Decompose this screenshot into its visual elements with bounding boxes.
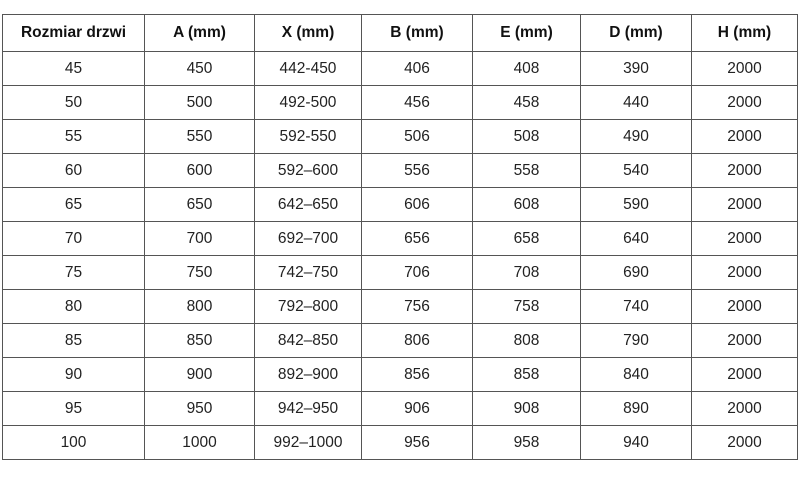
table-cell: 706: [362, 256, 473, 290]
table-cell: 85: [3, 324, 145, 358]
table-cell: 656: [362, 222, 473, 256]
header-row: [3, 15, 798, 52]
table-row: [3, 392, 798, 426]
table-cell: 80: [3, 290, 145, 324]
table-cell: 658: [473, 222, 581, 256]
table-cell: 608: [473, 188, 581, 222]
table-row: [3, 120, 798, 154]
table-cell: 900: [145, 358, 255, 392]
header-cell-3: B (mm): [362, 15, 473, 52]
table-cell: 442-450: [255, 52, 362, 86]
table-cell: 45: [3, 52, 145, 86]
table-cell: 856: [362, 358, 473, 392]
table-cell: 75: [3, 256, 145, 290]
table-cell: 592-550: [255, 120, 362, 154]
table-cell: 808: [473, 324, 581, 358]
table-body: [3, 52, 798, 460]
table-cell: 892–900: [255, 358, 362, 392]
table-cell: 2000: [692, 120, 798, 154]
table-cell: 60: [3, 154, 145, 188]
table-cell: 640: [581, 222, 692, 256]
header-cell-1: A (mm): [145, 15, 255, 52]
table-cell: 492-500: [255, 86, 362, 120]
table-cell: 456: [362, 86, 473, 120]
table-cell: 458: [473, 86, 581, 120]
table-row: [3, 188, 798, 222]
table-row: [3, 358, 798, 392]
table-cell: 756: [362, 290, 473, 324]
table-row: [3, 324, 798, 358]
table-cell: 742–750: [255, 256, 362, 290]
table-cell: 2000: [692, 256, 798, 290]
table-cell: 592–600: [255, 154, 362, 188]
header-cell-2: X (mm): [255, 15, 362, 52]
table-cell: 590: [581, 188, 692, 222]
table-cell: 758: [473, 290, 581, 324]
table-row: [3, 256, 798, 290]
table-cell: 750: [145, 256, 255, 290]
table-cell: 908: [473, 392, 581, 426]
table-cell: 858: [473, 358, 581, 392]
table-cell: 508: [473, 120, 581, 154]
table-cell: 906: [362, 392, 473, 426]
table-cell: 842–850: [255, 324, 362, 358]
table-cell: 740: [581, 290, 692, 324]
table-cell: 942–950: [255, 392, 362, 426]
table-cell: 958: [473, 426, 581, 460]
table-cell: 700: [145, 222, 255, 256]
table-cell: 850: [145, 324, 255, 358]
header-cell-6: H (mm): [692, 15, 798, 52]
table-cell: 650: [145, 188, 255, 222]
table-cell: 956: [362, 426, 473, 460]
door-size-table: [2, 14, 798, 460]
table-cell: 506: [362, 120, 473, 154]
table-cell: 440: [581, 86, 692, 120]
table-cell: 792–800: [255, 290, 362, 324]
table-cell: 2000: [692, 86, 798, 120]
table-cell: 940: [581, 426, 692, 460]
table-cell: 2000: [692, 188, 798, 222]
table-cell: 70: [3, 222, 145, 256]
header-cell-5: D (mm): [581, 15, 692, 52]
table-cell: 692–700: [255, 222, 362, 256]
table-cell: 2000: [692, 324, 798, 358]
table-cell: 890: [581, 392, 692, 426]
table-row: [3, 154, 798, 188]
table-cell: 2000: [692, 222, 798, 256]
table-cell: 406: [362, 52, 473, 86]
header-cell-4: E (mm): [473, 15, 581, 52]
table-cell: 90: [3, 358, 145, 392]
table-cell: 540: [581, 154, 692, 188]
table-cell: 550: [145, 120, 255, 154]
table-cell: 450: [145, 52, 255, 86]
table-cell: 95: [3, 392, 145, 426]
table-cell: 556: [362, 154, 473, 188]
table-cell: 642–650: [255, 188, 362, 222]
table-cell: 65: [3, 188, 145, 222]
table-cell: 708: [473, 256, 581, 290]
table-cell: 2000: [692, 290, 798, 324]
table-row: [3, 86, 798, 120]
table-cell: 2000: [692, 154, 798, 188]
table-cell: 2000: [692, 426, 798, 460]
table-cell: 606: [362, 188, 473, 222]
table-cell: 2000: [692, 358, 798, 392]
table-row: [3, 52, 798, 86]
table-cell: 490: [581, 120, 692, 154]
table-cell: 500: [145, 86, 255, 120]
table-cell: 390: [581, 52, 692, 86]
table-cell: 100: [3, 426, 145, 460]
table-row: [3, 426, 798, 460]
table-cell: 2000: [692, 52, 798, 86]
table-cell: 600: [145, 154, 255, 188]
table-row: [3, 222, 798, 256]
table-cell: 55: [3, 120, 145, 154]
table-cell: 408: [473, 52, 581, 86]
table-cell: 806: [362, 324, 473, 358]
table-row: [3, 290, 798, 324]
table-cell: 790: [581, 324, 692, 358]
header-cell-0: Rozmiar drzwi: [3, 15, 145, 52]
table-cell: 840: [581, 358, 692, 392]
table-cell: 50: [3, 86, 145, 120]
table-cell: 558: [473, 154, 581, 188]
table-cell: 2000: [692, 392, 798, 426]
table-cell: 1000: [145, 426, 255, 460]
table-cell: 992–1000: [255, 426, 362, 460]
table-cell: 690: [581, 256, 692, 290]
table-cell: 800: [145, 290, 255, 324]
table-cell: 950: [145, 392, 255, 426]
